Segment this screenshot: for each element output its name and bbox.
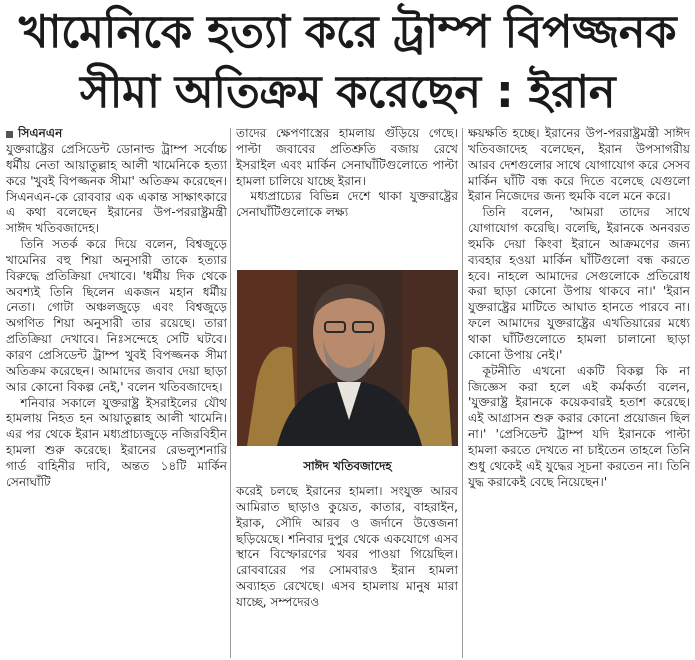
portrait-photo xyxy=(237,270,458,446)
dateline xyxy=(6,126,227,142)
headline-line-1: খামেনিকে হত্যা করে ট্রাম্প বিপজ্জনক xyxy=(18,5,677,58)
paragraph: কূটনীতি এখনো একটি বিকল্প কি না জিজ্ঞেস করা হলে এই কর্মকর্তা বলেন, 'যুক্তরাষ্ট্র ইরানকে কয়েকবারই হতাশ করেছে। এই আগ্রাসন শুরু করার কোনো প্রয়োজন ছিল না।' 'প্রেসিডেন্ট ট্রাম্প যদি ইরানকে পাল্টা হামলা করতে দেখতে না চাইতেন তাহলে তিনি শুধু থেকেই এই যুদ্ধের সূচনা করতেন না। তিনি যুদ্ধ করাকেই বেছে নিয়েছেন।' xyxy=(468,363,690,489)
paragraph: মধ্যপ্রাচ্যের বিভিন্ন দেশে থাকা যুক্তরাষ্ট্রের সেনাঘাঁটিগুলোকে লক্ষ্য xyxy=(236,189,458,220)
photo-caption: সাঈদ খতিবজাদেহ xyxy=(303,459,392,473)
article-column-2-top xyxy=(236,126,458,262)
paragraph: ক্ষয়ক্ষতি হচ্ছে। ইরানের উপ-পররাষ্ট্রমন্ত্রী সাঈদ খতিবজাদেহ বলেছেন, ইরান উপসাগরীয় আরব দেশগুলোর সাথে যোগাযোগ করে সেসব মার্কিন ঘাঁটি বন্ধ করে দিতে বলেছে যেগুলো ইরান নিজেদের জন্য হুমকি বলে মনে করে। xyxy=(468,126,690,204)
headline xyxy=(0,0,695,126)
paragraph: তিনি বলেন, 'আমরা তাদের সাথে যোগাযোগ করেছি। বলেছি, ইরানকে অনবরত হুমকি দেয়া কিংবা ইরানে আক্রমণের জন্য ব্যবহার হওয়া মার্কিন ঘাঁটিগুলো বন্ধ করতে হবে। নাহলে আমাদের সেগুলোকে প্রতিরোধ করা ছাড়া কোনো উপায় থাকবে না।' 'ইরান যুক্তরাষ্ট্রের মাটিতে আঘাত হানতে পারবে না। ফলে আমাদের যুক্তরাষ্ট্রের এখতিয়ারের মধ্যে থাকা ঘাঁটিগুলোতে হামলা চালানো ছাড়া কোনো উপায় নেই।' xyxy=(468,205,690,362)
paragraph: তাদের ক্ষেপণাস্ত্রের হামলায় গুঁড়িয়ে গেছে। পাল্টা জবাবের প্রতিশ্রুতি বজায় রেখে ইসরাইল এবং মার্কিন সেনাঘাঁটিগুলোতে পাল্টা হামলা চালিয়ে যাচ্ছে ইরান। xyxy=(236,126,458,188)
article-column-3 xyxy=(468,126,690,660)
paragraph: শনিবার সকালে যুক্তরাষ্ট্র ইসরাইলের যৌথ হামলায় নিহত হন আয়াতুল্লাহ আলী খামেনি। এর পর থেকে ইরান মধ্যপ্রাচ্যজুড়ে নজিরবিহীন হামলা শুরু করেছে। ইরানের রেভল্যুশনারি গার্ড বাহিনীর দাবি, অন্তত ১৪টি মার্কিন সেনাঘাঁটি xyxy=(6,395,227,489)
article-column-2-bottom xyxy=(236,484,458,660)
dateline-text: সিএনএন xyxy=(18,126,63,141)
column-divider xyxy=(230,128,231,658)
paragraph: করেই চলছে ইরানের হামলা। সংযুক্ত আরব আমিরাত ছাড়াও কুয়েত, কাতার, বাহরাইন, ইরাক, সৌদি আরব ও জর্দানে উত্তেজনা ছড়িয়েছে। শনিবার দুপুর থেকে একযোগে এসব স্থানে বিস্ফোরণের খবর পাওয়া গিয়েছিল। রোববারের পর সোমবারও ইরান হামলা অব্যাহত রেখেছে। এসব হামলায় মানুষ মারা যাচ্ছে, সম্পদেরও xyxy=(236,484,458,609)
portrait-illustration xyxy=(237,270,458,446)
headline-line-2: সীমা অতিক্রম করেছেন : ইরান xyxy=(79,65,616,118)
column-divider xyxy=(462,128,463,658)
article-column-1 xyxy=(6,126,227,660)
square-bullet-icon xyxy=(6,131,13,138)
paragraph: তিনি সতর্ক করে দিয়ে বলেন, বিশ্বজুড়ে খামেনির বহু শিয়া অনুসারী তাকে হত্যার বিরুদ্ধে প্রতিক্রিয়া দেখাবে। 'ধর্মীয় দিক থেকে অবশ্যই তিনি ছিলেন একজন মহান ধর্মীয় নেতা। গোটা অঞ্চলজুড়ে এবং বিশ্বজুড়ে অগণিত শিয়া অনুসারী তার রয়েছে। তারা প্রতিক্রিয়া দেখাবে। নিঃসন্দেহে সেটি ঘটবে। কারণ প্রেসিডেন্ট ট্রাম্প খুবই বিপজ্জনক সীমা অতিক্রম করেছেন। আমাদের জবাব দেয়া ছাড়া আর কোনো বিকল্প নেই,' বলেন খতিবজাদেহ। xyxy=(6,237,227,394)
paragraph: যুক্তরাষ্ট্রের প্রেসিডেন্ট ডোনাল্ড ট্রাম্প সর্বোচ্চ ধর্মীয় নেতা আয়াতুল্লাহ আলী খামেনিকে হত্যা করে 'খুবই বিপজ্জনক সীমা' অতিক্রম করেছেন। সিএনএন-কে রোববার এক একান্ত সাক্ষাৎকারে এ কথা বলেছেন ইরানের উপ-পররাষ্ট্রমন্ত্রী সাঈদ খতিবজাদেহ। xyxy=(6,142,227,236)
